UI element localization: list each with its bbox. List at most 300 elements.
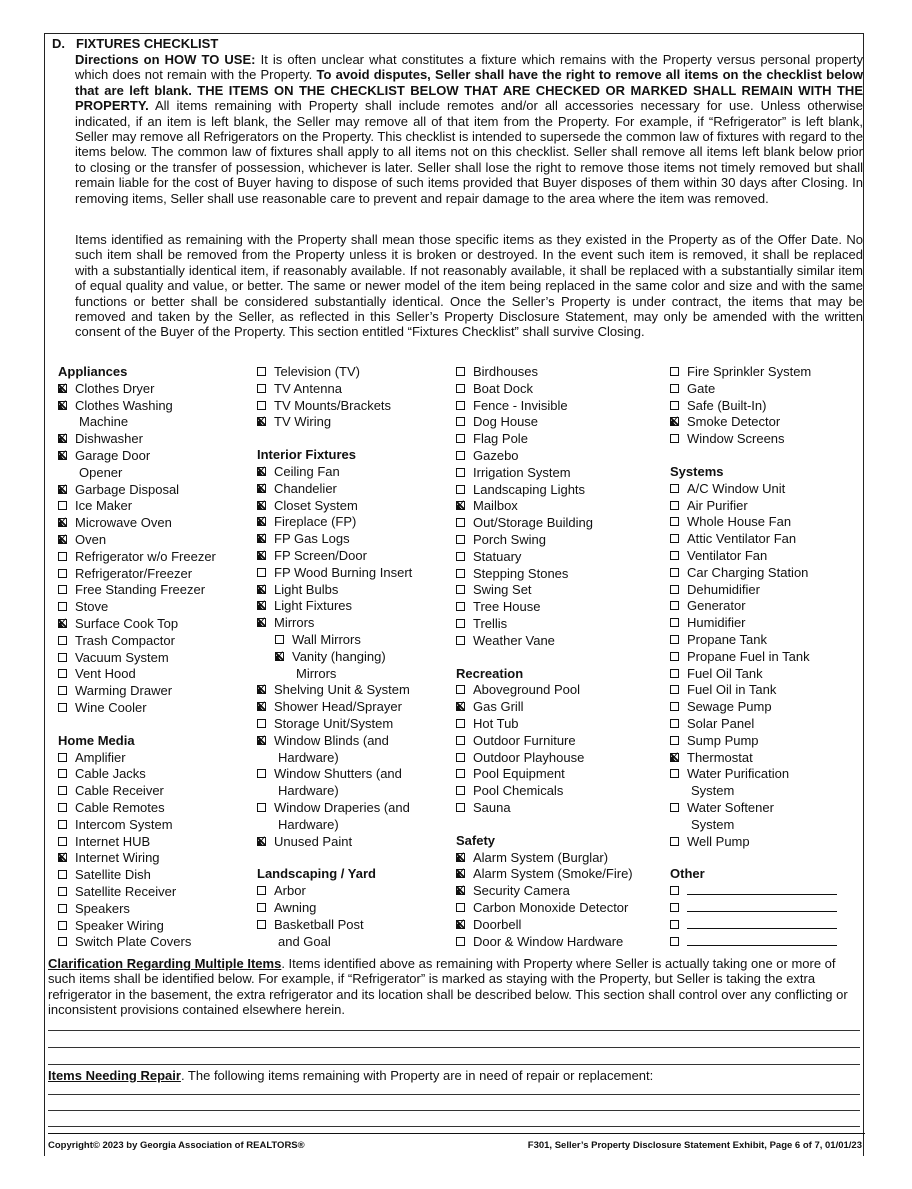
checklist-item-label: Cable Jacks (75, 766, 146, 782)
checkbox[interactable] (58, 837, 67, 846)
checkbox[interactable] (58, 870, 67, 879)
checkbox[interactable] (58, 769, 67, 778)
checklist-item-label: Propane Fuel in Tank (687, 648, 810, 664)
checklist-item-label: Shower Head/Sprayer (274, 699, 402, 715)
group-heading-systems: Systems (670, 463, 724, 479)
checkbox[interactable] (456, 619, 465, 628)
checked-checkbox[interactable] (257, 501, 266, 510)
checkbox[interactable] (58, 786, 67, 795)
checklist-item-mirrors (257, 615, 412, 632)
checkbox[interactable] (257, 886, 266, 895)
group-heading-landscaping-yard: Landscaping / Yard (257, 866, 376, 882)
clarification-paragraph (48, 956, 860, 1018)
checkbox[interactable] (456, 685, 465, 694)
checkbox[interactable] (670, 886, 679, 895)
fixtures-checklist (58, 364, 858, 949)
checklist-item-label: Free Standing Freezer (75, 582, 206, 598)
checklist-item-aboveground-pool (456, 682, 633, 699)
checklist-item-label: Gas Grill (473, 699, 524, 715)
group-heading-appliances: Appliances (58, 364, 128, 379)
repair-line-3[interactable] (48, 1126, 860, 1127)
checklist-item-light-bulbs (257, 582, 412, 599)
checklist-item-label: Cable Receiver (75, 783, 164, 799)
checkbox[interactable] (257, 719, 266, 728)
checkbox[interactable] (456, 602, 465, 611)
checkbox[interactable] (58, 803, 67, 812)
checklist-item-label: Window Blinds (and (274, 732, 389, 748)
checkbox[interactable] (670, 769, 679, 778)
checked-checkbox[interactable] (670, 417, 679, 426)
checked-checkbox[interactable] (456, 869, 465, 878)
checklist-item-smoke-detector (670, 414, 837, 431)
checklist-item-water-softener (670, 800, 837, 834)
checklist-item-internet-hub (58, 834, 216, 851)
checkbox[interactable] (456, 367, 465, 376)
checklist-item-wine-cooler (58, 700, 216, 717)
checklist-item-speaker-wiring (58, 918, 216, 935)
checkbox[interactable] (58, 585, 67, 594)
group-heading-interior-fixtures: Interior Fixtures (257, 447, 356, 463)
checkbox[interactable] (456, 468, 465, 477)
checklist-item-label: Warming Drawer (75, 683, 173, 699)
checked-checkbox[interactable] (58, 451, 67, 460)
checklist-item-label: Intercom System (75, 816, 173, 832)
checklist-item-label: FP Gas Logs (274, 531, 350, 547)
checklist-item-other-blank (670, 900, 837, 917)
checked-checkbox[interactable] (257, 585, 266, 594)
checklist-item-other-blank (670, 917, 837, 934)
checkbox[interactable] (257, 401, 266, 410)
checkbox[interactable] (456, 485, 465, 494)
checklist-item-label: TV Antenna (274, 380, 342, 396)
checklist-item-label: Solar Panel (687, 715, 755, 731)
checkbox[interactable] (670, 551, 679, 560)
checkbox[interactable] (670, 803, 679, 812)
group-heading-home-media: Home Media (58, 732, 135, 748)
checklist-item-label: Television (TV) (274, 364, 360, 379)
checklist-item-gas-grill (456, 699, 633, 716)
checklist-item-out-storage-building (456, 515, 633, 532)
checklist-item-fp-wood-burning-insert (257, 565, 412, 582)
checked-checkbox[interactable] (257, 484, 266, 493)
checklist-item-shelving-unit-system (257, 682, 412, 699)
checkbox[interactable] (456, 769, 465, 778)
checklist-item-label: Fire Sprinkler System (687, 364, 812, 379)
checklist-item-whole-house-fan (670, 514, 837, 531)
checklist-item-trash-compactor (58, 633, 216, 650)
checked-checkbox[interactable] (257, 534, 266, 543)
checkbox[interactable] (58, 636, 67, 645)
checklist-item-label: Fuel Oil Tank (687, 665, 763, 681)
checkbox[interactable] (456, 636, 465, 645)
checkbox[interactable] (456, 903, 465, 912)
checkbox[interactable] (456, 719, 465, 728)
checklist-item-label: Chandelier (274, 480, 337, 496)
checklist-item-ice-maker (58, 498, 216, 515)
checkbox[interactable] (58, 602, 67, 611)
checkbox[interactable] (670, 635, 679, 644)
group-heading-safety: Safety (456, 832, 496, 848)
checklist-item-unused-paint (257, 834, 412, 851)
checked-checkbox[interactable] (257, 618, 266, 627)
checked-checkbox[interactable] (58, 485, 67, 494)
checklist-item-label: Well Pump (687, 833, 750, 849)
checklist-item-label: Dog House (473, 414, 539, 430)
checklist-item-label: Porch Swing (473, 531, 546, 547)
checkbox[interactable] (456, 786, 465, 795)
repair-paragraph (48, 1068, 860, 1083)
checklist-item-tv-wiring (257, 414, 412, 431)
checkbox[interactable] (456, 937, 465, 946)
checklist-item-label: Smoke Detector (687, 414, 781, 430)
checklist-item-light-fixtures (257, 598, 412, 615)
checklist-item-label: Clothes Dryer (75, 380, 155, 396)
repair-line-1[interactable] (48, 1094, 860, 1095)
checklist-item-security-camera (456, 883, 633, 900)
checklist-item-other-blank (670, 883, 837, 900)
checklist-item-fireplace-fp (257, 514, 412, 531)
checklist-item-label: Unused Paint (274, 833, 353, 849)
checklist-item-fuel-oil-in-tank (670, 682, 837, 699)
checklist-item-label: Irrigation System (473, 464, 571, 480)
checkbox[interactable] (670, 601, 679, 610)
repair-line-2[interactable] (48, 1110, 860, 1111)
checkbox[interactable] (670, 719, 679, 728)
checkbox[interactable] (670, 434, 679, 443)
checklist-item-label: Shelving Unit & System (274, 682, 410, 698)
checkbox[interactable] (58, 501, 67, 510)
checklist-item-label: Doorbell (473, 916, 522, 932)
checkbox[interactable] (58, 703, 67, 712)
checklist-item-dog-house (456, 414, 633, 431)
checklist-item-stepping-stones (456, 566, 633, 583)
checked-checkbox[interactable] (58, 535, 67, 544)
checklist-item-label: Propane Tank (687, 631, 767, 647)
checklist-item-safe-built-in (670, 398, 837, 415)
checkbox[interactable] (58, 653, 67, 662)
checklist-item-closet-system (257, 498, 412, 515)
checkbox[interactable] (58, 820, 67, 829)
checklist-item-label: Speaker Wiring (75, 917, 164, 933)
checked-checkbox[interactable] (257, 467, 266, 476)
checklist-item-label: Water Softener (687, 799, 774, 815)
clarification-line-2[interactable] (48, 1047, 860, 1048)
checklist-item-sauna (456, 800, 633, 817)
checklist-item-label: Humidifier (687, 615, 746, 631)
checkbox[interactable] (670, 517, 679, 526)
checklist-column-2 (257, 364, 412, 950)
checked-checkbox[interactable] (58, 619, 67, 628)
footer (48, 1140, 862, 1151)
checkbox[interactable] (58, 937, 67, 946)
checkbox[interactable] (58, 552, 67, 561)
checklist-item-label: Out/Storage Building (473, 515, 593, 531)
checklist-item-cable-remotes (58, 800, 216, 817)
checkbox[interactable] (456, 736, 465, 745)
checklist-item-label: Storage Unit/System (274, 715, 394, 731)
checklist-item-garage-door (58, 448, 216, 482)
checklist-item-label: Fence - Invisible (473, 397, 568, 413)
checkbox[interactable] (456, 585, 465, 594)
directions-text-bold: To avoid disputes, Seller shall have the right to remove all items on the checklist below that are left blank. THE ITEMS ON THE CHECKLIST BELOW THAT ARE CHECKED OR MARKED SHALL REMAIN WITH THE PROPERTY. (75, 67, 863, 114)
checklist-item-label-continued: System (691, 816, 735, 832)
checklist-item-label: Ventilator Fan (687, 547, 768, 563)
checklist-item-label: Pool Chemicals (473, 783, 564, 799)
checklist-item-label: Gate (687, 380, 716, 396)
checklist-item-outdoor-playhouse (456, 750, 633, 767)
checklist-item-television-tv (257, 364, 412, 381)
other-item-blank-line[interactable] (687, 900, 837, 912)
checklist-item-label: Dehumidifier (687, 581, 760, 597)
checked-checkbox[interactable] (670, 753, 679, 762)
checklist-item-ceiling-fan (257, 464, 412, 481)
checklist-item-label: Door & Window Hardware (473, 933, 624, 949)
checklist-item-label: Satellite Receiver (75, 883, 177, 899)
checkbox[interactable] (456, 803, 465, 812)
checklist-item-water-purification (670, 766, 837, 800)
checkbox[interactable] (58, 921, 67, 930)
repair-heading: Items Needing Repair (48, 1068, 181, 1083)
checklist-item-label-continued: Hardware) (278, 816, 339, 832)
checklist-item-label: Trash Compactor (75, 632, 175, 648)
checked-checkbox[interactable] (257, 551, 266, 560)
checkbox[interactable] (670, 837, 679, 846)
checked-checkbox[interactable] (257, 517, 266, 526)
checked-checkbox[interactable] (456, 501, 465, 510)
checklist-item-label: Sump Pump (687, 732, 759, 748)
checkbox[interactable] (58, 904, 67, 913)
checkbox[interactable] (670, 652, 679, 661)
checked-checkbox[interactable] (257, 685, 266, 694)
checkbox[interactable] (257, 384, 266, 393)
checklist-item-label: Sewage Pump (687, 699, 772, 715)
checklist-item-storage-unit-system (257, 716, 412, 733)
checklist-item-label: Internet HUB (75, 833, 151, 849)
checklist-item-tv-mounts-brackets (257, 398, 412, 415)
checklist-item-refrigerator-freezer (58, 566, 216, 583)
checklist-item-label: Attic Ventilator Fan (687, 531, 797, 547)
checkbox[interactable] (257, 903, 266, 912)
checkbox[interactable] (670, 568, 679, 577)
checklist-item-hot-tub (456, 716, 633, 733)
checklist-item-vent-hood (58, 666, 216, 683)
checklist-item-label-continued: and Goal (278, 933, 331, 949)
checklist-item-label: Weather Vane (473, 632, 555, 648)
checkbox[interactable] (670, 384, 679, 393)
checklist-column-1 (58, 364, 216, 951)
checkbox[interactable] (456, 451, 465, 460)
checkbox[interactable] (670, 937, 679, 946)
checked-checkbox[interactable] (58, 518, 67, 527)
checklist-item-label: Oven (75, 531, 107, 547)
checklist-item-shower-head-sprayer (257, 699, 412, 716)
checklist-item-label: Alarm System (Smoke/Fire) (473, 866, 633, 882)
checklist-item-label: FP Wood Burning Insert (274, 564, 413, 580)
checkbox[interactable] (58, 686, 67, 695)
checkbox[interactable] (257, 568, 266, 577)
clarification-line-1[interactable] (48, 1030, 860, 1031)
checkbox[interactable] (58, 887, 67, 896)
checklist-item-label: Outdoor Playhouse (473, 749, 585, 765)
checkbox[interactable] (58, 753, 67, 762)
checkbox[interactable] (456, 552, 465, 561)
checklist-item-surface-cook-top (58, 616, 216, 633)
checklist-item-label: Internet Wiring (75, 850, 160, 866)
checked-checkbox[interactable] (456, 920, 465, 929)
checklist-item-vanity-hanging (275, 649, 412, 683)
checkbox[interactable] (456, 569, 465, 578)
checkbox[interactable] (670, 685, 679, 694)
checklist-item-landscaping-lights (456, 482, 633, 499)
checklist-item-satellite-dish (58, 867, 216, 884)
checklist-item-label: Alarm System (Burglar) (473, 849, 609, 865)
checklist-item-boat-dock (456, 381, 633, 398)
checkbox[interactable] (456, 417, 465, 426)
checklist-item-dehumidifier (670, 582, 837, 599)
clarification-line-3[interactable] (48, 1064, 860, 1065)
checklist-item-switch-plate-covers (58, 934, 216, 951)
checklist-item-label: Safe (Built-In) (687, 397, 767, 413)
checklist-item-label: TV Mounts/Brackets (274, 397, 392, 413)
checklist-item-well-pump (670, 834, 837, 851)
checked-checkbox[interactable] (58, 434, 67, 443)
checklist-item-label: Landscaping Lights (473, 481, 586, 497)
checklist-item-label: Hot Tub (473, 715, 519, 731)
checklist-item-amplifier (58, 750, 216, 767)
checklist-item-label: Dishwasher (75, 431, 143, 447)
checklist-item-label: Satellite Dish (75, 867, 151, 883)
checklist-item-window-blinds-and (257, 733, 412, 767)
checked-checkbox[interactable] (456, 886, 465, 895)
checklist-item-label: FP Screen/Door (274, 547, 367, 563)
checklist-item-label: Cable Remotes (75, 799, 165, 815)
checklist-item-label: Wine Cooler (75, 699, 147, 715)
checked-checkbox[interactable] (58, 384, 67, 393)
checklist-item-free-standing-freezer (58, 582, 216, 599)
checklist-item-label: A/C Window Unit (687, 480, 786, 496)
checkbox[interactable] (670, 401, 679, 410)
checklist-item-label: Boat Dock (473, 380, 533, 396)
checked-checkbox[interactable] (456, 702, 465, 711)
checkbox[interactable] (456, 401, 465, 410)
checkbox[interactable] (275, 635, 284, 644)
footer-rule (48, 1133, 865, 1134)
checklist-item-weather-vane (456, 633, 633, 650)
checkbox[interactable] (456, 434, 465, 443)
section-letter: D. (52, 36, 65, 51)
other-item-blank-line[interactable] (687, 883, 837, 895)
checkbox[interactable] (456, 753, 465, 762)
checkbox[interactable] (257, 803, 266, 812)
checklist-item-label-continued: System (691, 783, 735, 799)
checkbox[interactable] (670, 618, 679, 627)
checklist-item-label: Microwave Oven (75, 515, 172, 531)
checked-checkbox[interactable] (257, 702, 266, 711)
other-item-blank-line[interactable] (687, 917, 837, 929)
checkbox[interactable] (456, 518, 465, 527)
checklist-item-cable-receiver (58, 783, 216, 800)
checklist-column-4 (670, 364, 837, 950)
checkbox[interactable] (257, 367, 266, 376)
checkbox[interactable] (456, 384, 465, 393)
checkbox[interactable] (257, 769, 266, 778)
checklist-item-mailbox (456, 498, 633, 515)
checklist-item-label: Ceiling Fan (274, 463, 340, 479)
checkbox[interactable] (670, 669, 679, 678)
checkbox[interactable] (670, 367, 679, 376)
checkbox[interactable] (670, 736, 679, 745)
checklist-item-label: Light Bulbs (274, 581, 339, 597)
checklist-item-window-draperies-and (257, 800, 412, 834)
checklist-item-label: Surface Cook Top (75, 615, 179, 631)
checkbox[interactable] (670, 534, 679, 543)
checked-checkbox[interactable] (58, 401, 67, 410)
group-heading-recreation: Recreation (456, 665, 524, 681)
checklist-item-label: Window Shutters (and (274, 766, 402, 782)
checked-checkbox[interactable] (58, 853, 67, 862)
checklist-item-refrigerator-w-o-freezer (58, 549, 216, 566)
checklist-item-pool-equipment (456, 766, 633, 783)
checklist-item-label: Fuel Oil in Tank (687, 682, 777, 698)
checkbox[interactable] (670, 920, 679, 929)
checked-checkbox[interactable] (257, 417, 266, 426)
checklist-item-label: Clothes Washing (75, 397, 173, 413)
checkbox[interactable] (257, 920, 266, 929)
checkbox[interactable] (670, 585, 679, 594)
checklist-item-basketball-post (257, 917, 412, 951)
checked-checkbox[interactable] (257, 837, 266, 846)
checklist-item-air-purifier (670, 498, 837, 515)
checklist-item-birdhouses (456, 364, 633, 381)
group-heading-other: Other (670, 866, 705, 882)
checked-checkbox[interactable] (456, 853, 465, 862)
checkbox[interactable] (670, 501, 679, 510)
checkbox[interactable] (670, 903, 679, 912)
checklist-item-label: Speakers (75, 900, 130, 916)
checkbox[interactable] (670, 702, 679, 711)
checkbox[interactable] (670, 484, 679, 493)
checkbox[interactable] (58, 569, 67, 578)
checklist-item-label: Carbon Monoxide Detector (473, 899, 629, 915)
checklist-item-car-charging-station (670, 565, 837, 582)
checklist-item-internet-wiring (58, 850, 216, 867)
checkbox[interactable] (58, 669, 67, 678)
checked-checkbox[interactable] (257, 601, 266, 610)
other-item-blank-line[interactable] (687, 934, 837, 946)
checklist-item-label: Security Camera (473, 883, 570, 899)
checklist-item-label: Water Purification (687, 766, 790, 782)
checklist-item-pool-chemicals (456, 783, 633, 800)
checklist-item-label: Refrigerator/Freezer (75, 565, 193, 581)
checklist-item-label: Amplifier (75, 749, 126, 765)
checklist-item-a-c-window-unit (670, 481, 837, 498)
checklist-item-label: Flag Pole (473, 431, 528, 447)
checklist-item-alarm-system-burglar (456, 850, 633, 867)
section-heading (52, 36, 218, 51)
directions-text-c: All items remaining with Property shall include remotes and/or all accessories necessary for use. Unless otherwise indicated, if an item is left blank, the Seller may remove all of that item from the Property. For example, if “Refrigerator” is left blank, Seller may remove all Refrigerators on the Property. This checklist is intended to supersede the common law of fixtures with regard to the items below. The common law of fixtures shall apply to all items not on this checklist. Seller shall remove all items left blank below prior to closing or the transfer of possession, whichever is later. Seller shall lose the right to remove those items not timely removed but shall remain liable for the cost of Buyer having to dispose of such items provided that Buyer disposes of them within 30 days after Closing. In removing items, Seller shall use reasonable care to prevent and repair damage to the area where the item was removed. (75, 98, 863, 206)
checked-checkbox[interactable] (275, 652, 284, 661)
checked-checkbox[interactable] (257, 736, 266, 745)
checklist-item-dishwasher (58, 431, 216, 448)
checklist-item-fp-screen-door (257, 548, 412, 565)
checklist-item-alarm-system-smoke-fire (456, 866, 633, 883)
checkbox[interactable] (456, 535, 465, 544)
checklist-item-generator (670, 598, 837, 615)
checklist-item-propane-fuel-in-tank (670, 649, 837, 666)
checklist-item-window-screens (670, 431, 837, 448)
checklist-item-label-continued: Mirrors (296, 665, 337, 681)
checklist-item-label: Gazebo (473, 447, 519, 463)
